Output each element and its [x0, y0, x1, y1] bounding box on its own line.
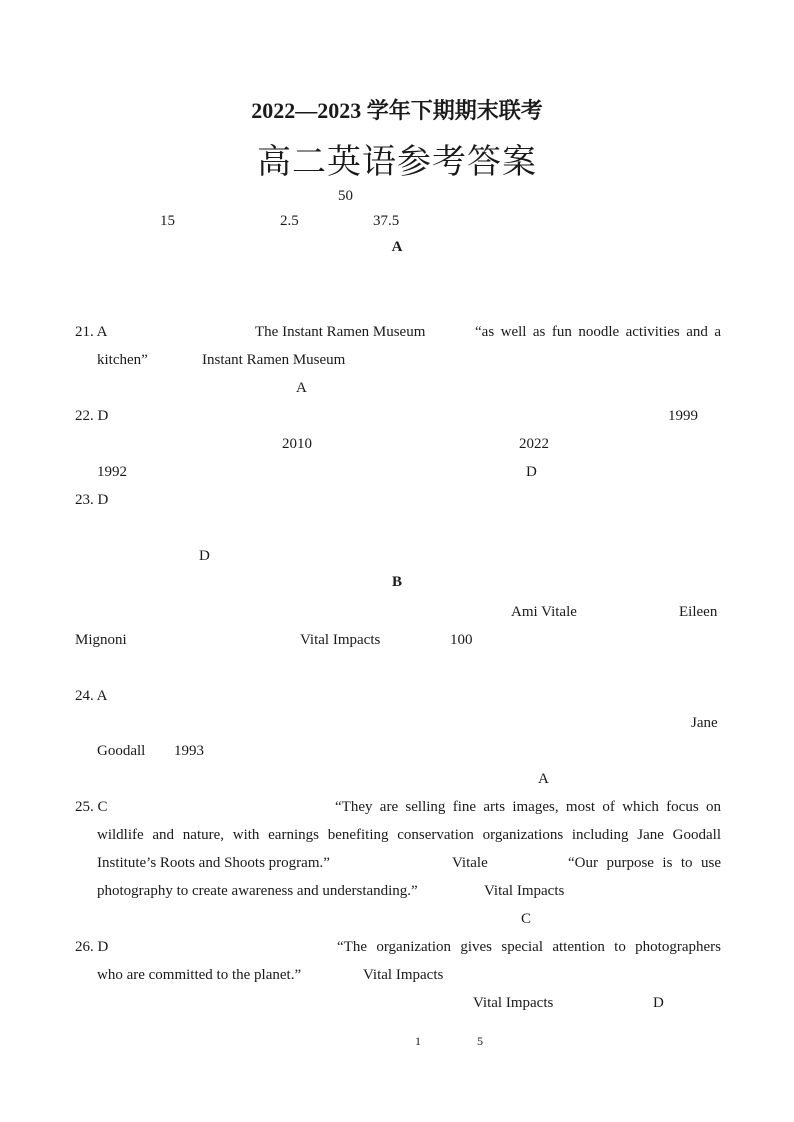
q22-year-4: 1992 [97, 464, 127, 480]
passage-b-number: 100 [450, 632, 473, 648]
q24-name-a: Jane [691, 715, 718, 731]
q24-answer: A [538, 771, 549, 787]
q21-quote-line-2: kitchen” [97, 352, 148, 368]
question-count: 15 [160, 213, 175, 229]
section-b-heading: B [391, 574, 402, 590]
q21-number: 21. A [75, 324, 108, 340]
q22-year-3: 2022 [519, 436, 549, 452]
q25-org: Vital Impacts [484, 883, 565, 899]
q25-vitale: Vitale [452, 855, 488, 871]
q26-quote-line-2: who are committed to the planet.” [97, 967, 302, 983]
q25-number: 25. C [75, 799, 108, 815]
q25-quote-line-2: wildlife and nature, with earnings benefiting conservation organizations including Jane Goodall [97, 827, 721, 843]
section-a-heading: A [391, 239, 403, 255]
page-total: 5 [477, 1034, 483, 1048]
passage-b-name-2b: Mignoni [75, 632, 127, 648]
q22-number: 22. D [75, 408, 109, 424]
q26-number: 26. D [75, 939, 109, 955]
q24-year: 1993 [174, 743, 204, 759]
q25-quote-line-1: “They are selling fine arts images, most of which focus on [335, 799, 721, 815]
q26-answer: D [653, 995, 664, 1011]
q24-number: 24. A [75, 688, 108, 704]
passage-b-name-1: Ami Vitale [511, 604, 577, 620]
q23-number: 23. D [75, 492, 109, 508]
document-title: 高二英语参考答案 [257, 142, 537, 182]
q21-quote-line-1: “as well as fun noodle activities and a [475, 324, 721, 340]
q26-org-2: Vital Impacts [473, 995, 554, 1011]
q21-museum-name: The Instant Ramen Museum [255, 324, 426, 340]
q25-quote-line-4: photography to create awareness and understanding.” [97, 883, 418, 899]
q25-answer: C [521, 911, 532, 927]
q25-quote-2: “Our purpose is to use [568, 855, 721, 871]
q23-answer: D [199, 548, 210, 564]
points-per-question: 2.5 [280, 213, 299, 229]
q26-quote-line-1: “The organization gives special attention to photographers [337, 939, 721, 955]
passage-b-org: Vital Impacts [300, 632, 381, 648]
q25-quote-line-3: Institute’s Roots and Shoots program.” [97, 855, 330, 871]
q22-answer: D [526, 464, 537, 480]
passage-b-name-2a: Eileen [679, 604, 718, 620]
q22-year-2: 2010 [282, 436, 312, 452]
q26-org: Vital Impacts [363, 967, 444, 983]
section-subtotal: 37.5 [373, 213, 400, 229]
q22-year-1: 1999 [668, 408, 698, 424]
exam-title: 2022—2023 学年下期期末联考 [251, 98, 543, 123]
q24-name-b: Goodall [97, 743, 146, 759]
page-current: 1 [415, 1034, 421, 1048]
q21-museum-name-2: Instant Ramen Museum [202, 352, 346, 368]
total-score: 50 [338, 188, 353, 204]
q21-answer: A [296, 380, 307, 396]
